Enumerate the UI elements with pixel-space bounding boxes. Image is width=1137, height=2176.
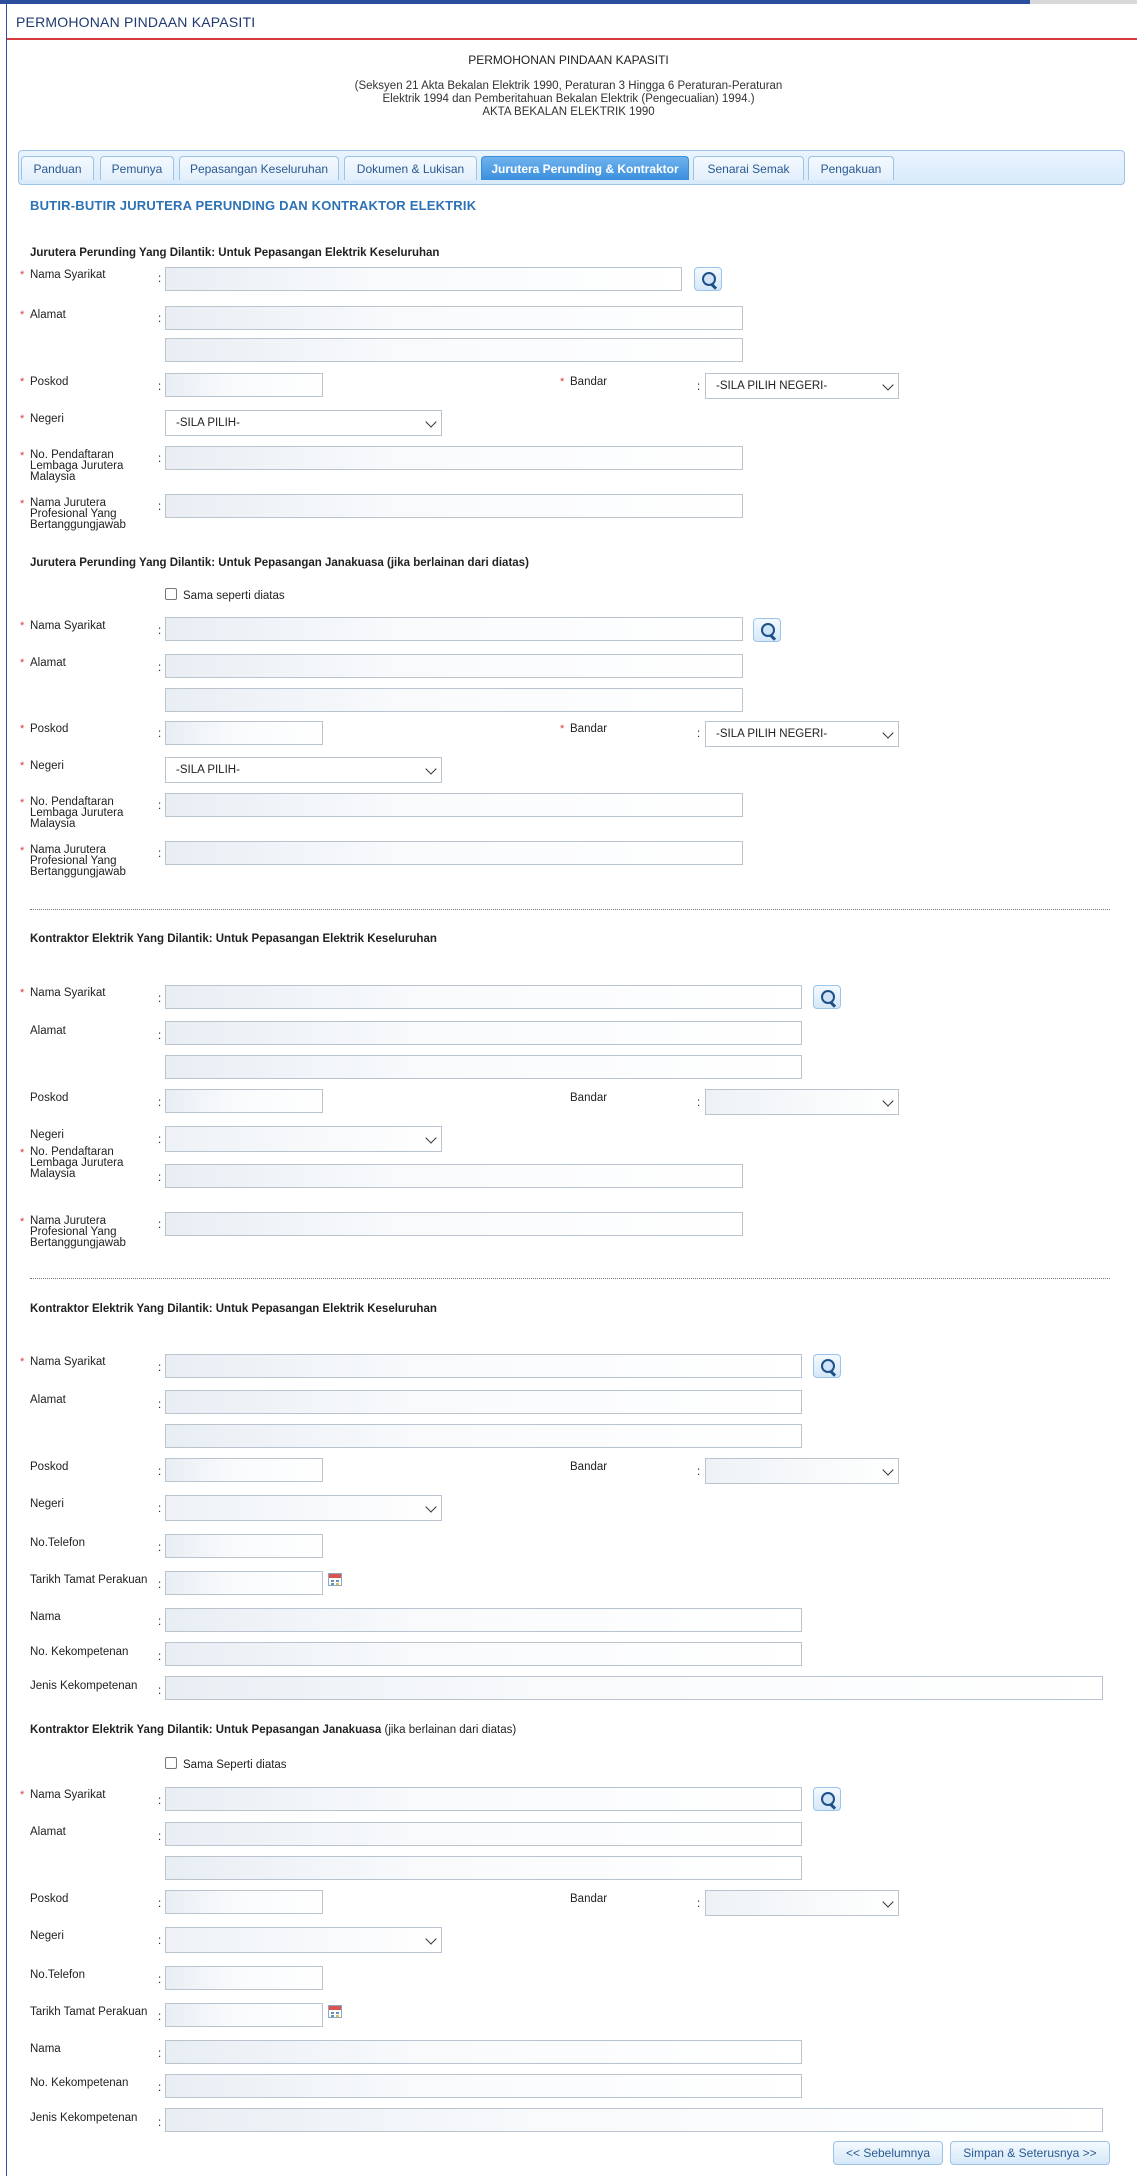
chevron-down-icon [425, 763, 436, 774]
required-marker: * [20, 498, 25, 510]
label-alamat: Alamat [30, 1025, 66, 1037]
label-colon: : [158, 501, 162, 513]
calendar-icon[interactable] [328, 1573, 342, 1586]
s3-alamat2-input[interactable] [165, 1055, 802, 1079]
label-bandar: Bandar [570, 1461, 608, 1473]
label-colon: : [158, 1219, 162, 1231]
s2-bandar-value: -SILA PILIH NEGERI- [716, 728, 828, 740]
label-colon: : [158, 728, 162, 740]
label-colon: : [158, 2117, 162, 2129]
required-marker: * [20, 1147, 25, 1159]
s3-poskod-input[interactable] [165, 1089, 323, 1113]
required-marker: * [20, 845, 25, 857]
s2-nama-jurutera-input[interactable] [165, 841, 743, 865]
section4-title: Kontraktor Elektrik Yang Dilantik: Untuk Pepasangan Elektrik Keseluruhan [30, 1303, 437, 1315]
label-colon: : [158, 453, 162, 465]
chevron-down-icon [425, 1933, 436, 1944]
page-title: PERMOHONAN PINDAAN KAPASITI [16, 14, 256, 30]
label-nama-jurutera: Nama Jurutera Profesional Yang Bertanggungjawab [30, 497, 126, 531]
required-marker: * [20, 269, 25, 281]
s2-alamat1-input[interactable] [165, 654, 743, 678]
label-bandar: Bandar [570, 376, 608, 388]
s5-same-checkbox-label: Sama Seperti diatas [183, 1759, 287, 1771]
label-bandar: Bandar [570, 1092, 608, 1104]
s2-negeri-select[interactable] [165, 757, 442, 783]
tab-bar [18, 150, 1125, 185]
s1-search-button[interactable] [694, 267, 722, 291]
required-marker: * [20, 413, 25, 425]
s5-jenis-kekompetenan-input[interactable] [165, 2108, 1103, 2132]
s3-negeri-select[interactable] [165, 1126, 442, 1152]
label-colon: : [158, 1542, 162, 1554]
label-colon: : [158, 1831, 162, 1843]
required-marker: * [20, 657, 25, 669]
s2-nama-syarikat-input[interactable] [165, 617, 743, 641]
s4-negeri-select[interactable] [165, 1495, 442, 1521]
label-colon: : [158, 381, 162, 393]
s4-no-kekompetenan-input[interactable] [165, 1642, 802, 1666]
label-alamat: Alamat [30, 1394, 66, 1406]
s1-nama-jurutera-input[interactable] [165, 494, 743, 518]
s4-search-button[interactable] [813, 1354, 841, 1378]
s1-poskod-input[interactable] [165, 373, 323, 397]
tab-pepasangan-keseluruhan[interactable]: Pepasangan Keseluruhan [179, 156, 339, 180]
label-negeri: Negeri [30, 1930, 64, 1942]
required-marker: * [20, 987, 25, 999]
label-nama-jurutera: Nama Jurutera Profesional Yang Bertanggungjawab [30, 1215, 126, 1249]
label-colon: : [158, 1685, 162, 1697]
form-subtitle [0, 80, 1137, 119]
s5-bandar-select[interactable] [705, 1890, 899, 1916]
label-bandar: Bandar [570, 1893, 608, 1905]
s5-alamat2-input[interactable] [165, 1856, 802, 1880]
label-negeri: Negeri [30, 1498, 64, 1510]
s2-bandar-select[interactable] [705, 721, 899, 747]
label-colon: : [158, 1503, 162, 1515]
previous-button[interactable]: << Sebelumnya [833, 2141, 943, 2165]
label-no-kekompetenan: No. Kekompetenan [30, 2077, 129, 2089]
form-title: PERMOHONAN PINDAAN KAPASITI [468, 53, 669, 67]
label-jenis-kekompetenan: Jenis Kekompetenan [30, 1680, 138, 1692]
label-colon: : [158, 1399, 162, 1411]
s3-nama-syarikat-input[interactable] [165, 985, 802, 1009]
tab-senarai-semak[interactable]: Senarai Semak [693, 156, 804, 180]
label-negeri: Negeri [30, 413, 64, 425]
section2-title: Jurutera Perunding Yang Dilantik: Untuk Pepasangan Janakuasa (jika berlainan dari diatas) [30, 557, 529, 569]
s5-search-button[interactable] [813, 1787, 841, 1811]
label-nama-syarikat: Nama Syarikat [30, 1789, 106, 1801]
label-colon: : [158, 1097, 162, 1109]
label-nama-jurutera: Nama Jurutera Profesional Yang Bertanggungjawab [30, 844, 126, 878]
tab-dokumen-lukisan[interactable]: Dokumen & Lukisan [344, 156, 477, 180]
section-divider [30, 909, 1110, 910]
s5-nama-syarikat-input[interactable] [165, 1787, 802, 1811]
label-nama-syarikat: Nama Syarikat [30, 987, 106, 999]
chevron-down-icon [882, 727, 893, 738]
label-nama-syarikat: Nama Syarikat [30, 620, 106, 632]
s5-negeri-select[interactable] [165, 1927, 442, 1953]
s5-tarikh-tamat-input[interactable] [165, 2003, 323, 2027]
required-marker: * [20, 450, 25, 462]
s4-nama-input[interactable] [165, 1608, 802, 1632]
tab-panduan[interactable]: Panduan [21, 156, 94, 180]
tab-jurutera-perunding-kontraktor[interactable]: Jurutera Perunding & Kontraktor [481, 156, 689, 180]
label-alamat: Alamat [30, 1826, 66, 1838]
label-colon: : [158, 273, 162, 285]
label-colon: : [158, 1466, 162, 1478]
label-alamat: Alamat [30, 657, 66, 669]
s3-no-pendaftaran-input[interactable] [165, 1164, 743, 1188]
tab-pengakuan[interactable]: Pengakuan [808, 156, 894, 180]
s3-nama-jurutera-input[interactable] [165, 1212, 743, 1236]
label-colon: : [158, 1030, 162, 1042]
required-marker: * [20, 723, 25, 735]
s2-same-checkbox[interactable] [165, 588, 177, 600]
label-poskod: Poskod [30, 723, 69, 735]
required-marker: * [560, 723, 565, 735]
s1-no-pendaftaran-input[interactable] [165, 446, 743, 470]
s1-bandar-select[interactable] [705, 373, 899, 399]
label-poskod: Poskod [30, 1461, 69, 1473]
s4-alamat1-input[interactable] [165, 1390, 802, 1414]
required-marker: * [20, 760, 25, 772]
chevron-down-icon [425, 1132, 436, 1143]
label-no-telefon: No.Telefon [30, 1537, 85, 1549]
form-subtitle-line2: Elektrik 1994 dan Pemberitahuan Bekalan Elektrik (Pengecualian) 1994.) [382, 93, 755, 105]
label-alamat: Alamat [30, 309, 66, 321]
label-colon: : [158, 1795, 162, 1807]
label-tarikh-tamat: Tarikh Tamat Perakuan [30, 1574, 148, 1586]
label-colon: : [158, 993, 162, 1005]
label-colon: : [158, 800, 162, 812]
calendar-icon[interactable] [328, 2005, 342, 2018]
form-subtitle-line1: (Seksyen 21 Akta Bekalan Elektrik 1990, Peraturan 3 Hingga 6 Peraturan-Peraturan [354, 80, 783, 92]
label-colon: : [158, 1616, 162, 1628]
s3-search-button[interactable] [813, 985, 841, 1009]
label-no-pendaftaran: No. Pendaftaran Lembaga Jurutera Malaysia [30, 449, 124, 483]
s1-bandar-value: -SILA PILIH NEGERI- [716, 380, 828, 392]
label-colon: : [158, 625, 162, 637]
label-bandar: Bandar [570, 723, 608, 735]
label-colon: : [158, 1134, 162, 1146]
section5-title: Kontraktor Elektrik Yang Dilantik: Untuk Pepasangan Janakuasa (jika berlainan dari diatas) [30, 1724, 517, 1736]
section1-title: Jurutera Perunding Yang Dilantik: Untuk Pepasangan Elektrik Keseluruhan [30, 247, 440, 259]
s2-poskod-input[interactable] [165, 721, 323, 745]
s1-negeri-value: -SILA PILIH- [176, 417, 240, 429]
s3-bandar-select[interactable] [705, 1089, 899, 1115]
label-colon: : [158, 1898, 162, 1910]
s1-negeri-select[interactable] [165, 410, 442, 436]
label-colon: : [697, 1466, 701, 1478]
s5-no-kekompetenan-input[interactable] [165, 2074, 802, 2098]
chevron-down-icon [425, 416, 436, 427]
title-divider [7, 38, 1137, 40]
s4-nama-syarikat-input[interactable] [165, 1354, 802, 1378]
label-nama-syarikat: Nama Syarikat [30, 1356, 106, 1368]
s2-search-button[interactable] [753, 618, 781, 642]
required-marker: * [20, 309, 25, 321]
s1-alamat1-input[interactable] [165, 306, 743, 330]
label-negeri: Negeri [30, 760, 64, 772]
chevron-down-icon [882, 379, 893, 390]
label-colon: : [158, 848, 162, 860]
s4-poskod-input[interactable] [165, 1458, 323, 1482]
label-colon: : [158, 2082, 162, 2094]
label-colon: : [697, 1898, 701, 1910]
label-jenis-kekompetenan: Jenis Kekompetenan [30, 2112, 138, 2124]
label-no-kekompetenan: No. Kekompetenan [30, 1646, 129, 1658]
label-nama-syarikat: Nama Syarikat [30, 269, 106, 281]
s5-alamat1-input[interactable] [165, 1822, 802, 1846]
label-negeri: Negeri [30, 1129, 64, 1141]
label-no-pendaftaran: No. Pendaftaran Lembaga Jurutera Malaysia [30, 1146, 124, 1180]
form-subtitle-line3: AKTA BEKALAN ELEKTRIK 1990 [482, 106, 655, 118]
chevron-down-icon [882, 1464, 893, 1475]
label-poskod: Poskod [30, 1092, 69, 1104]
required-marker: * [560, 376, 565, 388]
label-poskod: Poskod [30, 376, 69, 388]
required-marker: * [20, 1789, 25, 1801]
label-colon: : [158, 1362, 162, 1374]
s1-alamat2-input[interactable] [165, 338, 743, 362]
label-colon: : [158, 2011, 162, 2023]
s5-poskod-input[interactable] [165, 1890, 323, 1914]
section-title: BUTIR-BUTIR JURUTERA PERUNDING DAN KONTRAKTOR ELEKTRIK [30, 198, 477, 213]
label-nama: Nama [30, 1611, 61, 1623]
s4-jenis-kekompetenan-input[interactable] [165, 1676, 1103, 1700]
chevron-down-icon [425, 1501, 436, 1512]
label-no-telefon: No.Telefon [30, 1969, 85, 1981]
s5-same-checkbox[interactable] [165, 1757, 177, 1769]
label-colon: : [158, 1974, 162, 1986]
label-colon: : [158, 1935, 162, 1947]
s2-alamat2-input[interactable] [165, 688, 743, 712]
s2-same-checkbox-label: Sama seperti diatas [183, 590, 285, 602]
s4-no-telefon-input[interactable] [165, 1534, 323, 1558]
s3-alamat1-input[interactable] [165, 1021, 802, 1045]
s1-nama-syarikat-input[interactable] [165, 267, 682, 291]
section3-title: Kontraktor Elektrik Yang Dilantik: Untuk Pepasangan Elektrik Keseluruhan [30, 933, 437, 945]
label-no-pendaftaran: No. Pendaftaran Lembaga Jurutera Malaysia [30, 796, 124, 830]
s5-no-telefon-input[interactable] [165, 1966, 323, 1990]
label-colon: : [158, 662, 162, 674]
required-marker: * [20, 797, 25, 809]
s2-no-pendaftaran-input[interactable] [165, 793, 743, 817]
label-colon: : [158, 313, 162, 325]
label-colon: : [158, 1172, 162, 1184]
section-divider [30, 1278, 1110, 1279]
s4-tarikh-tamat-input[interactable] [165, 1571, 323, 1595]
s5-nama-input[interactable] [165, 2040, 802, 2064]
required-marker: * [20, 620, 25, 632]
required-marker: * [20, 376, 25, 388]
label-nama: Nama [30, 2043, 61, 2055]
label-colon: : [158, 2048, 162, 2060]
save-next-button[interactable]: Simpan & Seterusnya >> [950, 2141, 1110, 2165]
required-marker: * [20, 1356, 25, 1368]
label-colon: : [697, 381, 701, 393]
label-colon: : [697, 728, 701, 740]
chevron-down-icon [882, 1896, 893, 1907]
s4-bandar-select[interactable] [705, 1458, 899, 1484]
chevron-down-icon [882, 1095, 893, 1106]
label-colon: : [697, 1097, 701, 1109]
label-colon: : [158, 1579, 162, 1591]
label-tarikh-tamat: Tarikh Tamat Perakuan [30, 2006, 148, 2018]
label-colon: : [158, 1651, 162, 1663]
s2-negeri-value: -SILA PILIH- [176, 764, 240, 776]
label-poskod: Poskod [30, 1893, 69, 1905]
s4-alamat2-input[interactable] [165, 1424, 802, 1448]
tab-pemunya[interactable]: Pemunya [100, 156, 174, 180]
required-marker: * [20, 1216, 25, 1228]
